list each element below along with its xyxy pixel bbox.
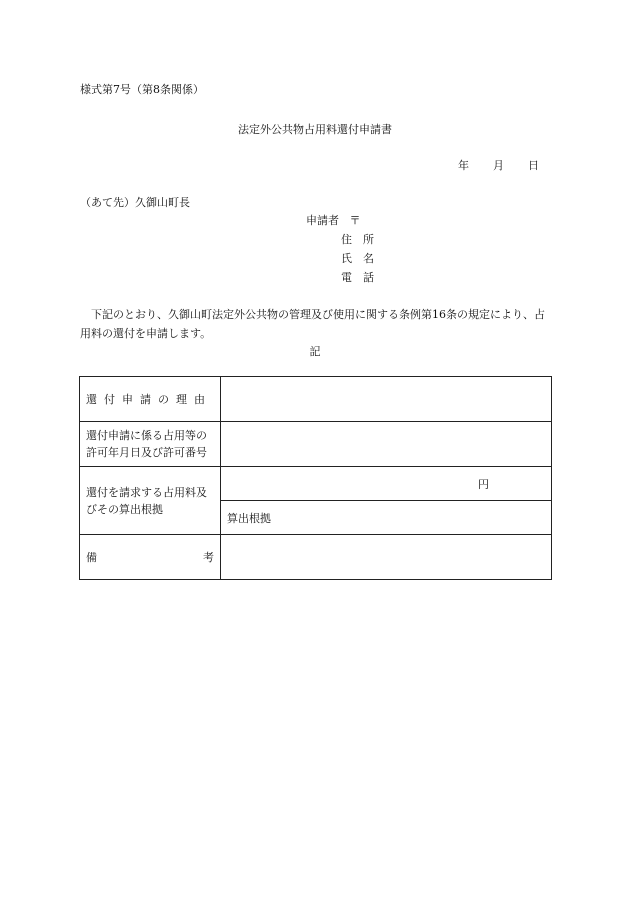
date-day-label: 日: [528, 159, 539, 172]
remarks-label-left: 備: [86, 551, 97, 564]
name-label: 氏 名: [341, 252, 374, 265]
permit-label: 還付申請に係る占用等の許可年月日及び許可番号: [80, 422, 221, 467]
applicant-label: 申請者: [306, 214, 339, 227]
basis-label: 算出根拠: [227, 511, 271, 525]
basis-field[interactable]: [221, 501, 552, 535]
date-line: [458, 157, 539, 173]
application-table: [79, 376, 552, 580]
body-text: 下記のとおり、久御山町法定外公共物の管理及び使用に関する条例第16条の規定により、占用料の還付を申請します。: [80, 308, 545, 340]
remarks-label: [80, 535, 221, 580]
table-row: [80, 467, 552, 501]
ki-heading: 記: [309, 345, 321, 358]
date-year-label: 年: [458, 159, 469, 172]
form-number: 様式第7号（第8条関係）: [80, 83, 204, 96]
table-row: [80, 422, 552, 467]
postal-mark: 〒: [349, 214, 361, 227]
yen-unit: 円: [478, 477, 489, 491]
remarks-label-right: 考: [203, 551, 214, 564]
table-row: [80, 377, 552, 422]
amount-label: 還付を請求する占用料及びその算出根拠: [80, 467, 221, 535]
addressee: （あて先）久御山町長: [80, 196, 190, 209]
permit-field[interactable]: [221, 422, 552, 467]
reason-field[interactable]: [221, 377, 552, 422]
applicant-block: [306, 211, 374, 287]
phone-label: 電 話: [341, 271, 374, 284]
address-label: 住 所: [341, 233, 374, 246]
document-title: 法定外公共物占用料還付申請書: [238, 123, 392, 136]
date-month-label: 月: [493, 159, 504, 172]
reason-label: 還付申請の理由: [80, 377, 221, 422]
amount-field[interactable]: [221, 467, 552, 501]
remarks-field[interactable]: [221, 535, 552, 580]
table-row: [80, 535, 552, 580]
